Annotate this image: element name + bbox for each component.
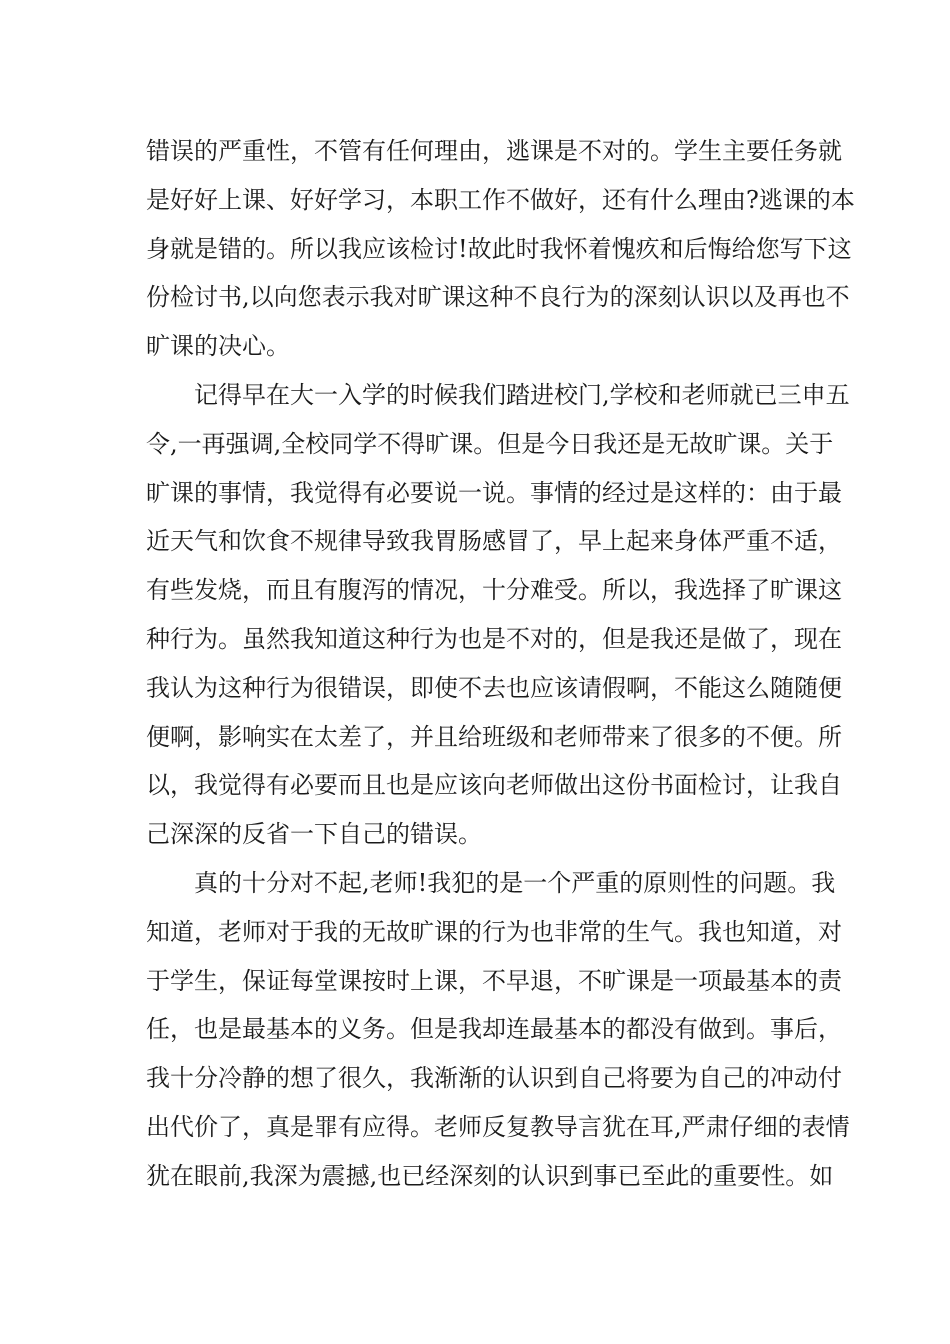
text-line: 便啊，影响实在太差了，并且给班级和老师带来了很多的不便。所 xyxy=(146,722,842,751)
text-line: 犹在眼前,我深为震撼,也已经深刻的认识到事已至此的重要性。如 xyxy=(146,1161,834,1190)
text-line: 我十分冷静的想了很久，我渐渐的认识到自己将要为自己的冲动付 xyxy=(146,1064,842,1093)
text-line: 身就是错的。所以我应该检讨!故此时我怀着愧疚和后悔给您写下这 xyxy=(146,234,852,263)
text-line: 以，我觉得有必要而且也是应该向老师做出这份书面检讨，让我自 xyxy=(146,771,842,800)
text-line: 己深深的反省一下自己的错误。 xyxy=(146,820,482,849)
text-line: 记得早在大一入学的时候我们踏进校门,学校和老师就已三申五 xyxy=(194,380,850,409)
text-line: 于学生，保证每堂课按时上课，不早退，不旷课是一项最基本的责 xyxy=(146,966,842,995)
text-line: 近天气和饮食不规律导致我胃肠感冒了，早上起来身体严重不适， xyxy=(146,527,842,556)
text-line: 任，也是最基本的义务。但是我却连最基本的都没有做到。事后， xyxy=(146,1015,842,1044)
document-body xyxy=(146,127,855,1201)
text-line: 是好好上课、好好学习，本职工作不做好，还有什么理由?逃课的本 xyxy=(146,185,855,214)
text-line: 份检讨书,以向您表示我对旷课这种不良行为的深刻认识以及再也不 xyxy=(146,283,850,312)
text-line: 真的十分对不起,老师!我犯的是一个严重的原则性的问题。我 xyxy=(194,868,836,897)
text-line: 我认为这种行为很错误，即使不去也应该请假啊，不能这么随随便 xyxy=(146,673,842,702)
text-line: 令,一再强调,全校同学不得旷课。但是今日我还是无故旷课。关于 xyxy=(146,429,834,458)
text-line: 知道，老师对于我的无故旷课的行为也非常的生气。我也知道，对 xyxy=(146,917,842,946)
text-line: 错误的严重性，不管有任何理由，逃课是不对的。学生主要任务就 xyxy=(146,137,842,165)
text-line: 旷课的事情，我觉得有必要说一说。事情的经过是这样的：由于最 xyxy=(146,478,842,507)
text-line: 旷课的决心。 xyxy=(146,332,290,361)
text-line: 种行为。虽然我知道这种行为也是不对的，但是我还是做了，现在 xyxy=(146,624,842,653)
text-line: 出代价了，真是罪有应得。老师反复教导言犹在耳,严肃仔细的表情 xyxy=(146,1112,850,1141)
text-line: 有些发烧，而且有腹泻的情况，十分难受。所以，我选择了旷课这 xyxy=(146,576,842,605)
